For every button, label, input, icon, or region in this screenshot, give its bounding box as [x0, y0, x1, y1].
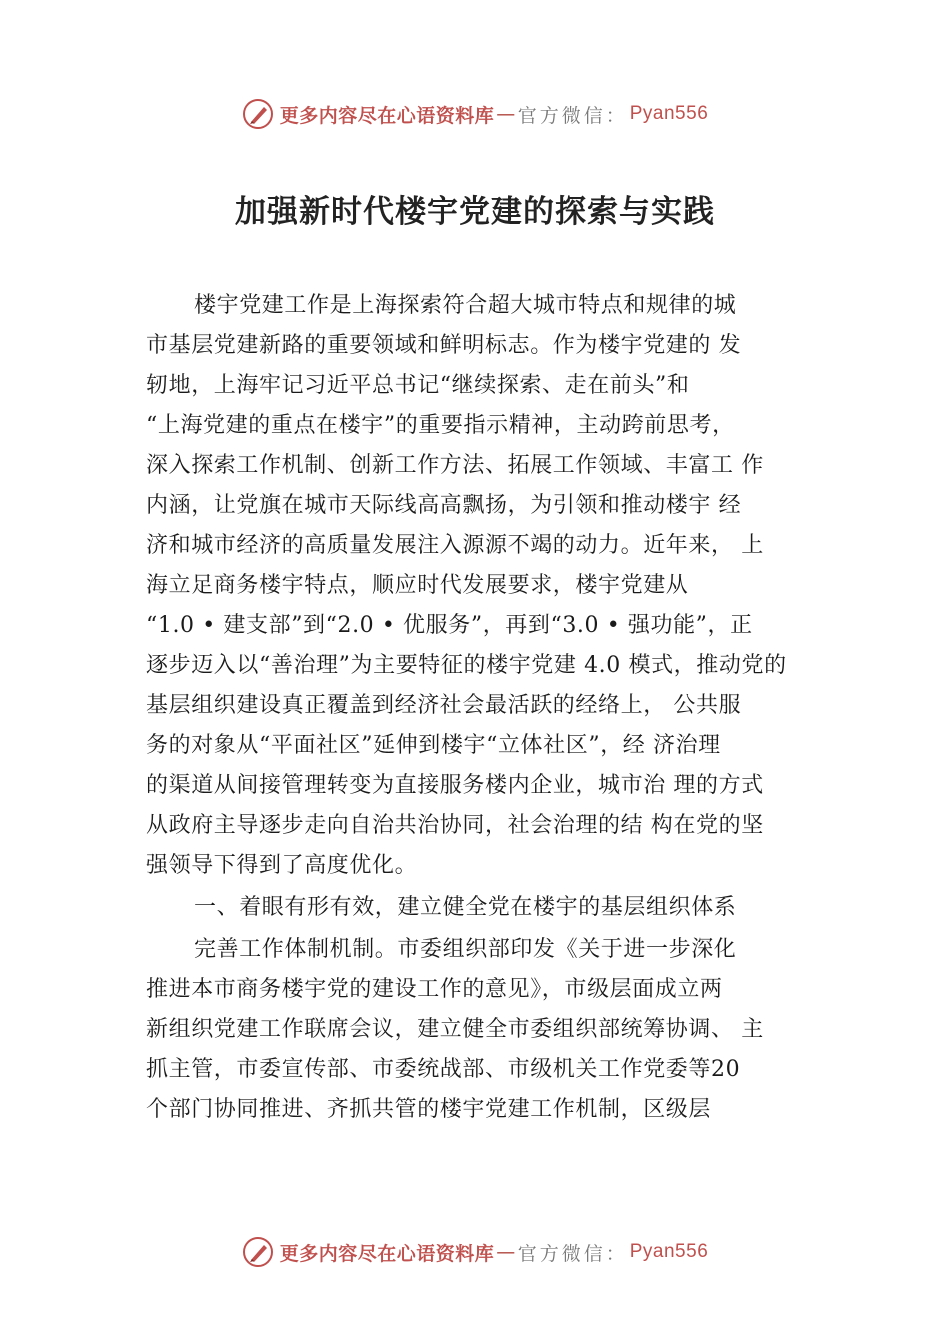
text-line: 轫地，上海牢记习近平总书记“继续探索、走在前头”和: [146, 373, 690, 398]
text-line: 海立足商务楼宇特点，顺应时代发展要求，楼宇党建从: [146, 573, 689, 598]
section-heading: 一、着眼有形有效，建立健全党在楼宇的基层组织体系: [194, 895, 737, 920]
watermark-sub: 官方微信：: [517, 1242, 628, 1265]
pen-logo-icon: [242, 98, 274, 130]
text-line: 抓主管，市委宣传部、市委统战部、市级机关工作党委等20: [146, 1057, 741, 1082]
pen-logo-icon: [242, 1236, 274, 1268]
text-line: “1.0 • 建支部”到“2.0 • 优服务”，再到“3.0 • 强功能”，正: [146, 613, 753, 638]
text-line: 基层组织建设真正覆盖到经济社会最活跃的经络上， 公共服: [146, 693, 742, 718]
text-line: 内涵，让党旗在城市天际线高高飘扬，为引领和推动楼宇 经: [146, 493, 742, 518]
watermark-dash: —: [496, 103, 516, 125]
text-line: 个部门协同推进、齐抓共管的楼宇党建工作机制，区级层: [146, 1097, 712, 1122]
text-line: 推进本市商务楼宇党的建设工作的意见》，市级层面成立两: [146, 977, 723, 1002]
watermark-sub: 官方微信：: [517, 104, 628, 127]
header-watermark: [0, 94, 950, 134]
watermark-id: Pyan556: [629, 1241, 709, 1262]
text-line: 的渠道从间接管理转变为直接服务楼内企业，城市治 理的方式: [146, 773, 764, 798]
text-line: 强领导下得到了高度优化。: [146, 853, 418, 878]
text-line: 市基层党建新路的重要领域和鲜明标志。作为楼宇党建的 发: [146, 333, 742, 358]
watermark-dash: —: [496, 1241, 516, 1263]
text-line: 从政府主导逐步走向自治共治协同，社会治理的结 构在党的坚: [146, 813, 764, 838]
watermark-text: 更多内容尽在心语资料库: [279, 104, 495, 127]
watermark-text: 更多内容尽在心语资料库: [279, 1242, 495, 1265]
text-line: 新组织党建工作联席会议，建立健全市委组织部统筹协调、 主: [146, 1017, 764, 1042]
text-line: 务的对象从“平面社区”延伸到楼宇“立体社区”，经 济治理: [146, 733, 721, 758]
text-line: 楼宇党建工作是上海探索符合超大城市特点和规律的城: [194, 293, 737, 318]
text-line: 济和城市经济的高质量发展注入源源不竭的动力。近年来， 上: [146, 533, 764, 558]
document-body: [146, 286, 836, 1130]
footer-watermark: [0, 1232, 950, 1272]
text-line: 深入探索工作机制、创新工作方法、拓展工作领域、丰富工 作: [146, 453, 764, 478]
text-line: 完善工作体制机制。市委组织部印发《关于进一步深化: [194, 937, 737, 962]
text-line: “上海党建的重点在楼宇”的重要指示精神，主动跨前思考，: [146, 413, 735, 438]
document-title: 加强新时代楼宇党建的探索与实践: [235, 194, 715, 230]
text-line: 逐步迈入以“善治理”为主要特征的楼宇党建 4.0 模式，推动党的: [146, 653, 787, 678]
watermark-id: Pyan556: [629, 103, 709, 124]
